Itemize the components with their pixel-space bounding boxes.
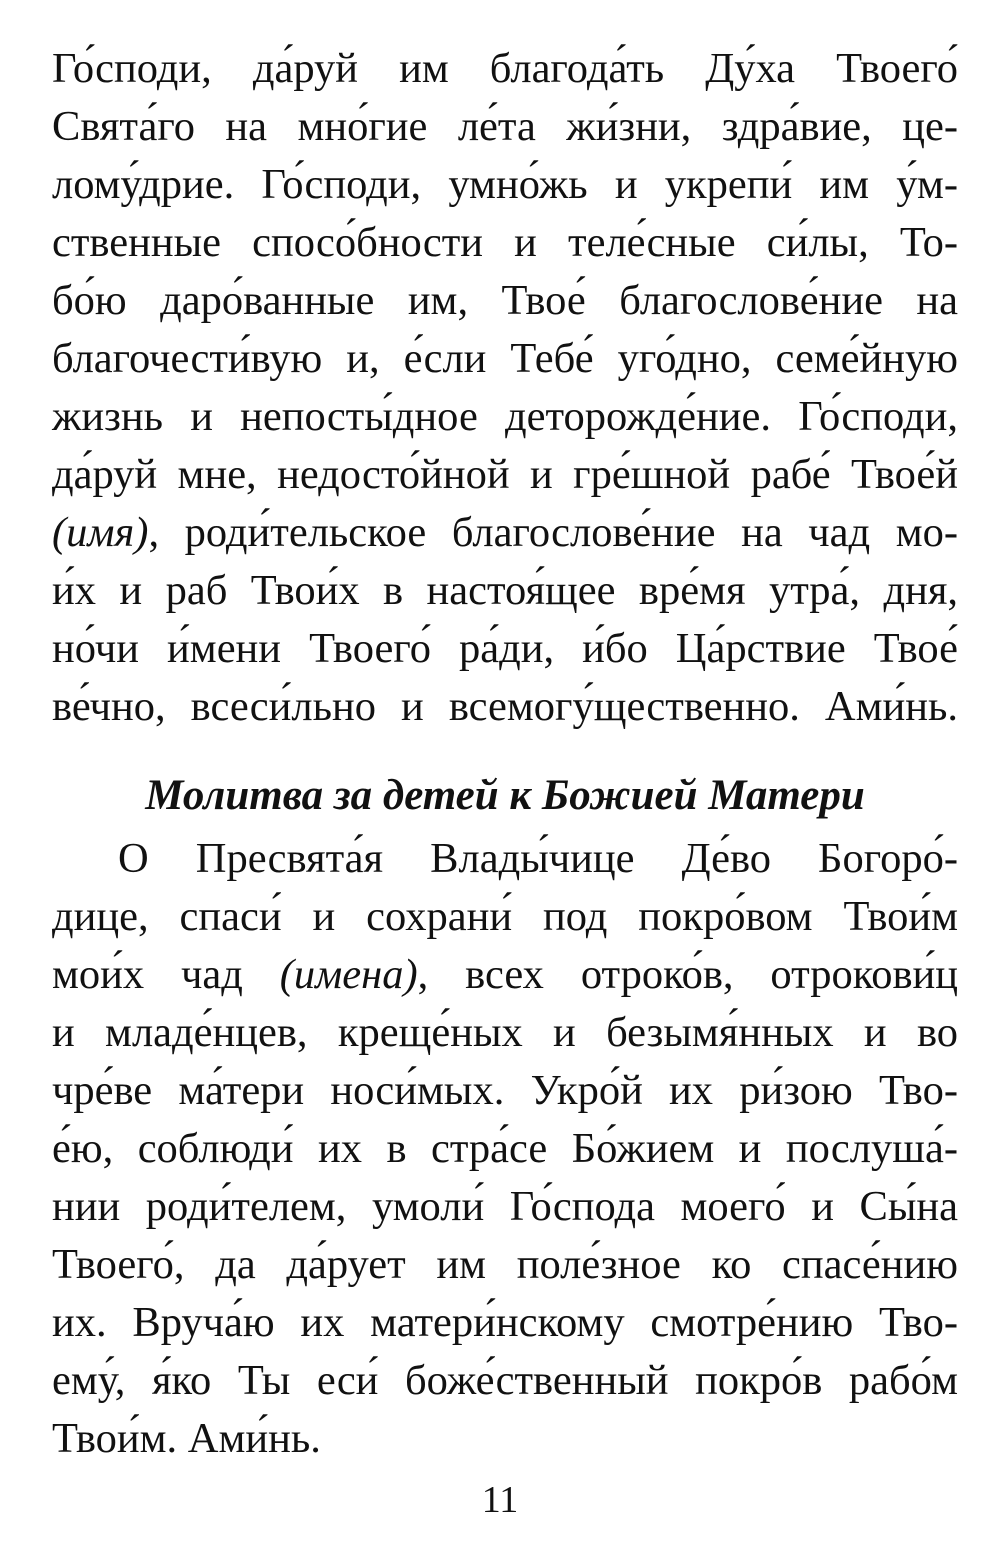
text-line: ве́чно, всеси́льно и всемогу́щественно. Ами́нь. bbox=[52, 683, 958, 730]
text-line: их. Вруча́ю их матери́нскому смотре́нию Тво- bbox=[52, 1299, 958, 1346]
text-line: лому́дрие. Го́споди, умно́жь и укрепи́ им у́м- bbox=[52, 161, 958, 208]
text-line: благочести́вую и, е́сли Тебе́ уго́дно, семе́йную bbox=[52, 335, 958, 382]
prayer-paragraph-1 bbox=[52, 40, 958, 736]
text-line: и младе́нцев, креще́ных и безымя́нных и во bbox=[52, 1009, 958, 1056]
text-line: жизнь и непосты́дное деторожде́ние. Го́споди, bbox=[52, 393, 958, 440]
name-placeholder: (имя) bbox=[52, 509, 149, 556]
text-line: Твои́м. Ами́нь. bbox=[52, 1415, 321, 1462]
text-line: мои́х чад (имена), всех отроко́в, отрокови́ц bbox=[52, 951, 958, 998]
text-line: и́х и раб Твои́х в настоя́щее вре́мя утра́, дня, bbox=[52, 567, 958, 614]
prayer-heading: Молитва за детей к Божией Матери bbox=[145, 772, 865, 819]
text-line: ственные спосо́бности и теле́сные си́лы, То- bbox=[52, 219, 958, 266]
book-page bbox=[52, 40, 958, 1510]
text-line: нии роди́телем, умоли́ Го́спода моего́ и Сы́на bbox=[52, 1183, 958, 1230]
text-line: но́чи и́мени Твоего́ ра́ди, и́бо Ца́рствие Твое́ bbox=[52, 625, 958, 672]
prayer-paragraph-2 bbox=[52, 830, 958, 1468]
text-line: Го́споди, да́руй им благода́ть Ду́ха Твоего́ bbox=[52, 45, 958, 92]
text-line: Свята́го на мно́гие ле́та жи́зни, здра́вие, це- bbox=[52, 103, 958, 150]
text-line: ему́, я́ко Ты еси́ боже́ственный покро́в рабо́м bbox=[52, 1357, 958, 1404]
text-line: е́ю, соблюди́ их в стра́се Бо́жием и послуша́- bbox=[52, 1125, 958, 1172]
text-line: дице, спаси́ и сохрани́ под покро́вом Твои́м bbox=[52, 893, 958, 940]
page-number: 11 bbox=[481, 1479, 519, 1521]
text-line: О Пресвята́я Влады́чице Де́во Богоро́- bbox=[118, 835, 958, 882]
text-line: (имя), роди́тельское благослове́ние на чад мо- bbox=[52, 509, 958, 556]
names-placeholder: (имена) bbox=[279, 951, 418, 998]
text-line: чре́ве ма́тери носи́мых. Укро́й их ри́зою Тво- bbox=[52, 1067, 958, 1114]
text-line: бо́ю даро́ванные им, Твое́ благослове́ние на bbox=[52, 277, 958, 324]
text-line: да́руй мне, недосто́йной и гре́шной рабе́ Твое́й bbox=[52, 451, 958, 498]
text-line: Твоего́, да да́рует им поле́зное ко спасе́нию bbox=[52, 1241, 958, 1288]
